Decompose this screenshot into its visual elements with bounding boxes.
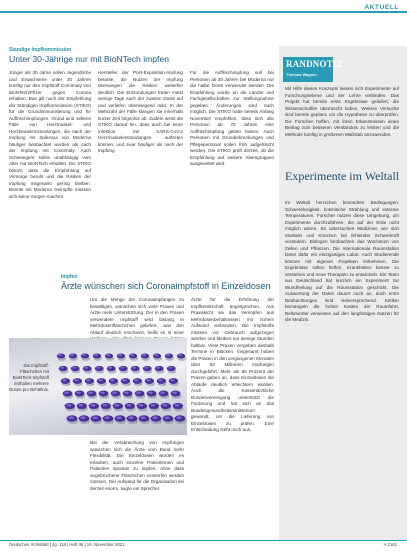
vial-cap	[57, 353, 65, 358]
vial-cap	[93, 353, 101, 358]
vial-highlight	[58, 354, 62, 356]
vial-highlight	[146, 379, 150, 381]
vial-highlight	[82, 354, 86, 356]
article1-column-2	[98, 70, 183, 258]
vial-highlight	[168, 367, 172, 369]
vial-highlight	[110, 379, 114, 381]
vial-highlight	[69, 417, 74, 419]
vial-highlight	[86, 379, 90, 381]
article1-column-1	[9, 70, 91, 258]
vial-highlight	[138, 404, 143, 406]
vial-highlight	[108, 367, 112, 369]
vial-highlight	[105, 417, 110, 419]
vial-highlight	[162, 404, 167, 406]
page-number: A 2161	[383, 542, 397, 547]
footer-citation: Deutsches Ärzteblatt | Jg. 118 | Heft 46 | 19. November 2021	[9, 542, 125, 547]
vial-cap	[177, 353, 185, 358]
photo-caption: Die Impfstoff-Fläschchen mit BioNTech-Impfstoff enthalten mehrere Dosen pro Behältnis.	[9, 363, 49, 392]
sidebar-paragraph-1: Mit Hilfe dieses Konzepts lassen sich Experimente auf Forschungsebene und der Lehre verbinden. Das Projekt hat bereits erste Ergebnisse geliefert, die Wissenschaftler überrascht haben. Weitere Versuche sind bereits geplant, um die Hypothese zu überprüfen. Die Forscher hoffen, mit ihren Erkenntnissen einen Beitrag zum besseren Verständnis zu leisten und die Methode künftig in größerem Maßstab anzuwenden.	[285, 86, 399, 137]
article1-text-3: Für die Auffrischimpfung soll bei Personen ab 30 Jahren bei Moderna nur die halbe Dosis verwendet werden. Die Empfehlung wurde an die Länder und Fachgesellschaften zur Stellungnahme gegeben. Änderungen sind noch möglich. Die STIKO hatte bereits Anfang November empfohlen, dass sich alle Personen ab 70 Jahren eine Auffrischimpfung geben lassen. Auch Personen mit Grunderkrankungen und Pflegepersonal sollen früh aufgefrischt werden. Die STIKO prüft derzeit, ob die Empfehlung auf weitere Altersgruppen ausgeweitet wird.	[190, 70, 274, 166]
vial-cap	[81, 353, 89, 358]
vial-cap	[117, 353, 125, 358]
vial-highlight	[120, 367, 124, 369]
vial-highlight	[76, 392, 80, 394]
vial-highlight	[141, 417, 146, 419]
article2-column-1-top	[90, 297, 184, 335]
vial-highlight	[122, 379, 126, 381]
vial-highlight	[88, 392, 92, 394]
vial-highlight	[60, 367, 64, 369]
article2-kicker: Impfen	[61, 274, 78, 280]
vial-highlight	[74, 379, 78, 381]
article1-kicker: Standige Impfkommission	[9, 47, 72, 53]
sidebar-headline: Experimente im Weltall	[285, 169, 400, 183]
vial-highlight	[96, 367, 100, 369]
vial-highlight	[174, 404, 179, 406]
article1-text-2: Hersteller der Post-Exposition-Impfung betonte, die Nutzen der Impfung überwiegen die Risiken weiterhin deutlich. Die Entzündungen traten meist wenige Tage nach der zweiten Dosis auf und verliefen überwiegend mild. In der Mehrzahl der Fälle klangen sie innerhalb kurzer Zeit folgenlos ab. Zudem weist die STIKO darauf hin, dass auch bei einer Infektion mit SARS-CoV-2 Herzmuskelentzündungen auftreten können, und zwar häufiger als nach der Impfung.	[98, 70, 183, 153]
randnotiz-author: Thomas Wagner	[286, 72, 317, 77]
vial-highlight	[142, 354, 146, 356]
vial-highlight	[118, 354, 122, 356]
vial-highlight	[117, 417, 122, 419]
vial-cap	[129, 353, 137, 358]
sidebar-paragraph-2: Im Weltall herrschen besondere Bedingungen: Schwerelosigkeit, kosmische Strahlung und extreme Temperaturen. Forscher nutzen diese Umgebung, um Experimente durchzuführen, die auf der Erde nicht möglich wären. So untersuchen Mediziner, wie sich Muskeln und Knochen bei fehlender Schwerkraft verändern. Biologen beobachten das Wachstum von Zellen und Pflanzen. Die Internationale Raumstation bietet dafür ein einzigartiges Labor. Auch Studierende können mit eigenen Projekten teilnehmen. Die Ergebnisse sollen helfen, Krankheiten besser zu verstehen und neue Therapien zu entwickeln. Ein Team aus Deutschland hat kürzlich ein Experiment zur Wundheilung auf die Raumstation geschickt. Die Auswertung der Daten dauert noch an, doch erste Beobachtungen sind vielversprechend. Kritiker bemängeln die hohen Kosten der Raumfahrt, Befürworter verweisen auf den langfristigen Nutzen für die Medizin.	[285, 200, 399, 322]
vial-highlight	[170, 379, 174, 381]
vial-highlight	[134, 379, 138, 381]
vial-highlight	[148, 392, 152, 394]
vial-highlight	[81, 417, 86, 419]
vial-highlight	[114, 404, 119, 406]
sidebar-text-2	[285, 200, 399, 536]
vial-highlight	[154, 354, 158, 356]
vial-highlight	[166, 354, 170, 356]
vial-cap	[141, 353, 149, 358]
article2-text-1-bottom: Bei der Verabreichung von Impfungen wünschen sich die Ärzte vom Bund mehr Flexibilität. Die Einzeldosen würden es erlauben, auch einzelne Patientinnen und Patienten spontan zu impfen, ohne dass angebrochene Fläschchen verworfen werden müssen. Der Aufwand für die Organisation sei derzeit enorm, sagte ein Sprecher.	[90, 440, 184, 491]
article1-text-1: Jünger als 30 Jahre sollen Jugendliche und Erwachsene unter 30 Jahren künftig nur den Impfstoff Comirnaty von BioNTech/Pfizer gegen Corona erhalten. Das gilt nach der Empfehlung der Ständigen Impfkommission (STIKO) für die Grundimmunisierung und für Auffrischimpfungen. Grund sind seltene Fälle von Herzmuskel- und Herzbeutelentzündungen, die nach der Impfung mit Spikevax von Moderna häufiger beobachtet wurden als nach der Impfung mit Comirnaty. Auch Schwangere sollen unabhängig vom Alter nur BioNTech erhalten. Die STIKO betont, dass die Empfehlung auf Vorsorge beruht und die Risiken der Impfung insgesamt gering bleiben. Bereits mit Moderna Geimpfte müssen sich keine Sorgen machen.	[9, 70, 91, 199]
vial-highlight	[62, 379, 66, 381]
vial-highlight	[90, 404, 95, 406]
article2-text-1-top: Um die Menge der Coronaimpfungen zu bewältigen, wünschen sich viele Praxen und Ärzte mehr Unterstützung. Der in den Praxen verwendete Impfstoff wird bislang in Mehrdosenfläschchen geliefert, was den Ablauf deutlich erschwert, heißt es in einer	[90, 297, 184, 335]
vial-highlight	[78, 404, 83, 406]
article2-headline: Ärzte wünschen sich Coronaimpfstoff in Einzeldosen	[61, 281, 271, 291]
vial-highlight	[66, 404, 71, 406]
article2-text-2: Ärzte für die Erhöhung der Impfbereitschaft angesprochen. Aus Praxissicht sei das Verimpfen aus Mehrdosenbehältnissen mit hohem Aufwand verbunden. Die Impfstoffe müssen vor Gebrauch aufgezogen werden und bleiben nur wenige Stunden haltbar. Viele Praxen vergeben deshalb Termine in Blöcken. Insgesamt haben die Praxen in den vergangenen Monaten über 50 Millionen Impfungen durchgeführt. Mehr als 80 Prozent der Praxen gaben an, dass Einzeldosen die Abläufe deutlich erleichtern würden. Auch die Kassenärztliche Bundesvereinigung unterstützt die Forderung und hat sich an das Bundesgesundheitsministerium gewandt, um die Lieferung von Einzeldosen zu prüfen. Eine Entscheidung steht noch aus.	[191, 297, 275, 432]
header-rule	[0, 11, 407, 13]
vial-highlight	[64, 392, 68, 394]
vial-highlight	[153, 417, 158, 419]
randnotiz-title: RANDNOTIZ	[286, 59, 343, 69]
article1-headline: Unter 30-Jährige nur mit BioNTech impfen	[9, 54, 170, 64]
vial-highlight	[93, 417, 98, 419]
vial-highlight	[100, 392, 104, 394]
vial-highlight	[70, 354, 74, 356]
vial-cap	[153, 353, 161, 358]
vial-highlight	[72, 367, 76, 369]
vial-highlight	[165, 417, 170, 419]
vial-highlight	[132, 367, 136, 369]
vial-highlight	[129, 417, 134, 419]
vial-highlight	[156, 367, 160, 369]
vial-highlight	[144, 367, 148, 369]
vial-highlight	[150, 404, 155, 406]
vial-highlight	[177, 417, 182, 419]
section-label: AKTUELL	[364, 4, 399, 11]
vial-highlight	[98, 379, 102, 381]
vial-highlight	[102, 404, 107, 406]
article2-column-2	[191, 297, 274, 538]
footer-rule	[0, 540, 407, 541]
sidebar-text-1	[285, 86, 399, 166]
vial-highlight	[94, 354, 98, 356]
article2-column-1-bottom	[90, 440, 184, 538]
vial-highlight	[112, 392, 116, 394]
vial-highlight	[126, 404, 131, 406]
vial-highlight	[158, 379, 162, 381]
vial-cap	[69, 353, 77, 358]
vial-cap	[105, 353, 113, 358]
vial-highlight	[124, 392, 128, 394]
vial-highlight	[160, 392, 164, 394]
article1-column-3	[190, 70, 274, 258]
vial-highlight	[84, 367, 88, 369]
vial-highlight	[106, 354, 110, 356]
vial-cap	[165, 353, 173, 358]
vial-highlight	[178, 354, 182, 356]
vial-highlight	[172, 392, 176, 394]
vial-highlight	[136, 392, 140, 394]
vial-highlight	[130, 354, 134, 356]
